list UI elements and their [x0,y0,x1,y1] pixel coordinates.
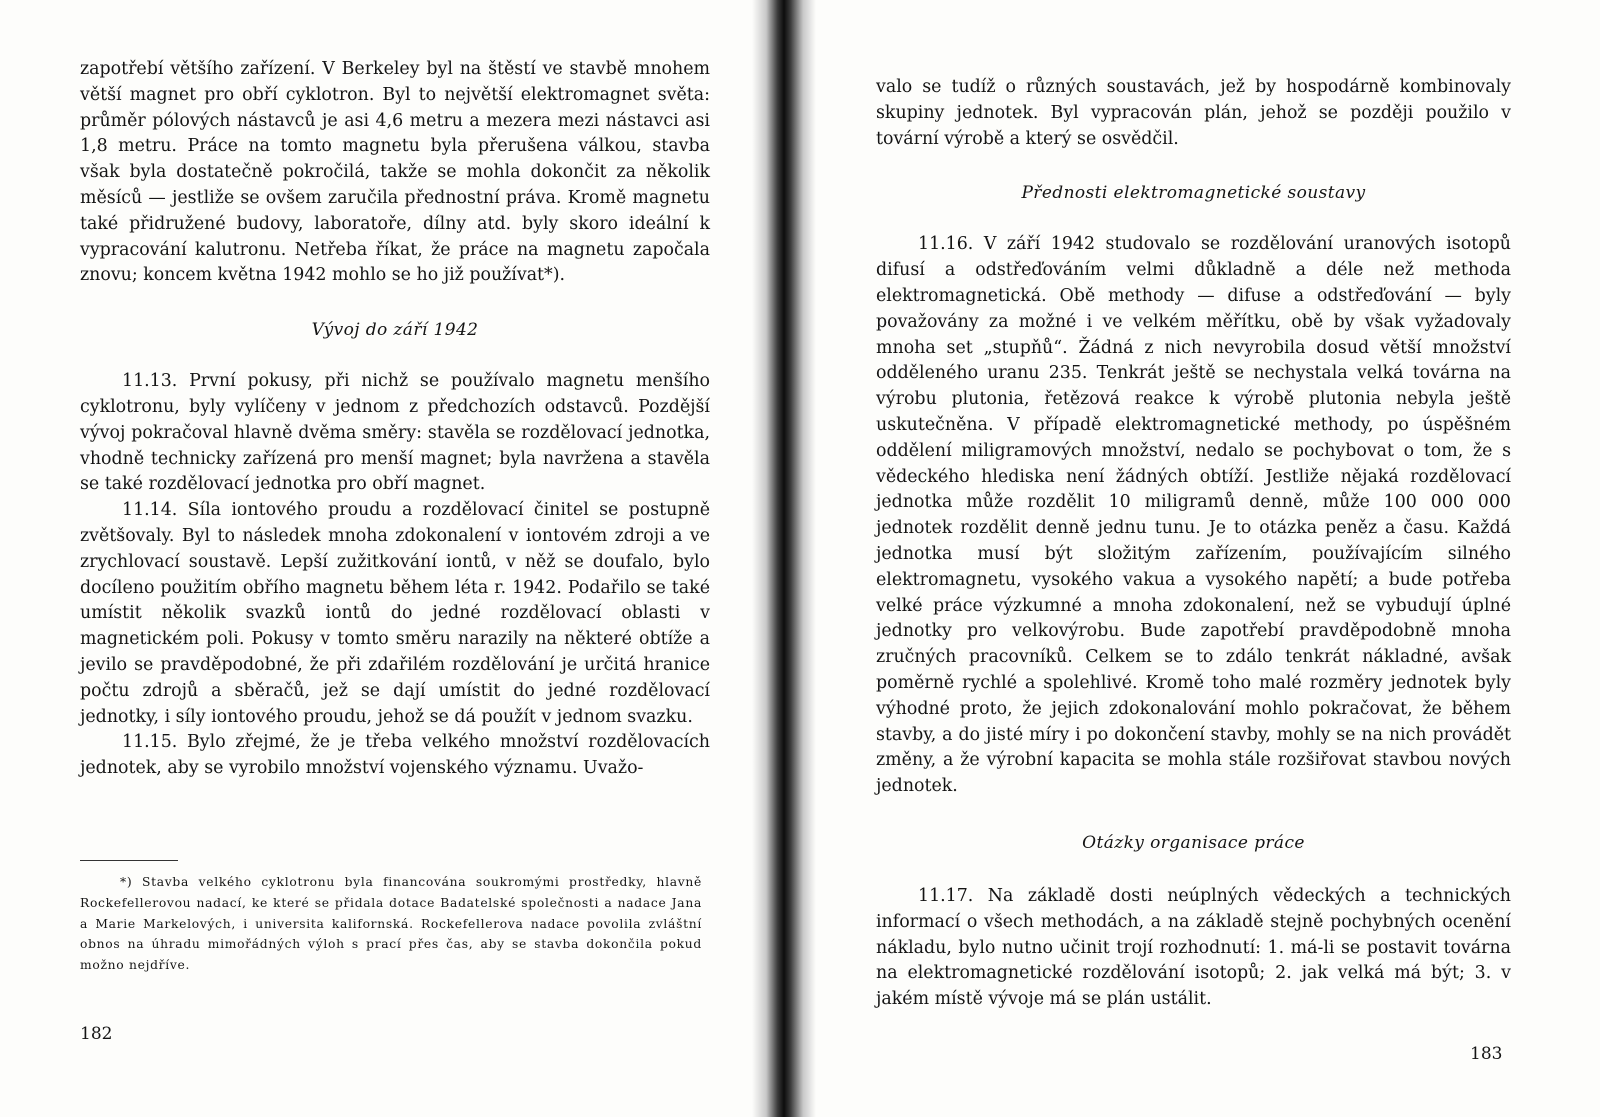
left-text-column [80,57,710,782]
paragraph-continued: zapotřebí většího zařízení. V Berkeley byl na štěstí ve stavbě mnohem větší magnet pro obří cyklotron. Byl to největší elektromagnet světa: průměr pólových nástavců je asi 4,6 metru a mezera mezi nástavci asi 1,8 metru. Práce na tomto magnetu byla přerušena válkou, stavba však byla dostatečně pokročilá, takže se mohla dokončit za několik měsíců — jestliže se ovšem zaručila přednostní práva. Kromě magnetu také přidružené budovy, laboratoře, dílny atd. byly skoro ideální k vypracování kalutronu. Netřeba říkat, že práce na magnetu započala znovu; koncem května 1942 mohlo se ho již používat*). [80,59,710,286]
footnote: *) Stavba velkého cyklotronu byla financována soukromými prostředky, hlavně Rockefellerovou nadací, ke které se přidala dotace Badatelské společnosti a nadace Jana a Marie Markelových, i universita kalifornská. Rockefellerova nadace povolila zvláštní obnos na úhradu mimořádných výloh s prací přes čas, aby se stavba dokončila pokud možno nejdříve. [80,875,702,973]
footnote-divider [80,860,178,861]
paragraph-continued: valo se tudíž o různých soustavách, jež by hospodárně kombinovaly skupiny jednotek. Byl vypracován plán, jehož se později použilo v tovární výrobě a který se osvědčil. [876,77,1511,149]
paragraph-11-15: 11.15. Bylo zřejmé, že je třeba velkého množství rozdělovacích jednotek, aby se vyrobilo množství vojenského významu. Uvažo- [80,732,710,779]
right-page [816,0,1600,1117]
section-heading: Otázky organisace práce [1082,832,1305,853]
paragraph-11-14: 11.14. Síla iontového proudu a rozdělovací činitel se postupně zvětšovaly. Byl to následek mnoha zdokonalení v iontovém zdroji a ve zrychlovací soustavě. Lepší zužitkování iontů, v něž se doufalo, bylo docíleno použitím obřího magnetu během léta r. 1942. Podařilo se také umístit několik svazků iontů do jedné rozdělovací oblasti v magnetickém poli. Pokusy v tomto směru narazily na některé obtíže a jevilo se pravděpodobné, že při zdařilém rozdělování je určitá hranice počtu zdrojů a sběračů, jež se dají umístit do jedné rozdělovací jednotky, i síly iontového proudu, jehož se dá použít v jednom svazku. [80,500,710,727]
paragraph-11-13: 11.13. První pokusy, při nichž se používalo magnetu menšího cyklotronu, byly vylíčeny v jednom z předchozích odstavců. Pozdější vývoj pokračoval hlavně dvěma směry: stavěla se rozdělovací jednotka, vhodně technicky zařízená pro menší magnet; byla navržena a stavěla se také rozdělovací jednotka pro obří magnet. [80,371,710,495]
page-number: 182 [80,1024,113,1044]
right-text-column [876,75,1511,1013]
page-number: 183 [1470,1044,1503,1064]
left-page [0,0,760,1117]
paragraph-11-16: 11.16. V září 1942 studovalo se rozdělování uranových isotopů difusí a odstřeďováním velmi důkladně a déle než methoda elektromagnetická. Obě methody — difuse a odstřeďování — byly považovány za možné i ve velkém měřítku, obě by však vyžadovaly mnoha set „stupňů“. Žádná z nich nevyrobila dosud větší množství odděleného uranu 235. Tenkrát ještě se nechystala velká továrna na výrobu plutonia, řetězová reakce k výrobě plutonia nebyla ještě uskutečněna. V případě elektromagnetické methody, po úspěšném oddělení miligramových množství, nedalo se pochybovat o tom, že s vědeckého hlediska není žádných obtíží. Jestliže nějaká rozdělovací jednotka může rozdělit 10 miligramů denně, může 100 000 000 jednotek rozdělit denně jednu tunu. Je to otázka peněz a času. Každá jednotka musí být složitým zařízením, používajícím silného elektromagnetu, vysokého vakua a vysokého napětí; a bude potřeba velké práce výzkumné a mnoha zdokonalení, než se vybudují úplné jednotky pro velkovýrobu. Bude zapotřebí pravděpodobně mnoha zručných pracovníků. Celkem se to zdálo tenkrát nákladné, avšak poměrně rychlé a spolehlivé. Kromě toho malé rozměry jednotek byly výhodné proto, že jejich zdokonalování mohlo pokračovat, že během stavby, a do jisté míry i po dokončení stavby, mohly se na nich provádět změny, a že výrobní kapacita se mohla stále rozšiřovat stavbou nových jednotek. [876,234,1511,797]
section-heading: Vývoj do září 1942 [311,320,479,341]
paragraph-11-17: 11.17. Na základě dosti neúplných vědeckých a technických informací o všech methodách, a na základě stejně pochybných ocenění nákladu, bylo nutno učinit trojí rozhodnutí: 1. má-li se postavit továrna na elektromagnetické rozdělování isotopů; 2. jak velká má být; 3. v jakém místě vývoje má se plán ustálit. [876,885,1511,1010]
section-heading: Přednosti elektromagnetické soustavy [1021,183,1366,204]
book-gutter [752,0,816,1117]
